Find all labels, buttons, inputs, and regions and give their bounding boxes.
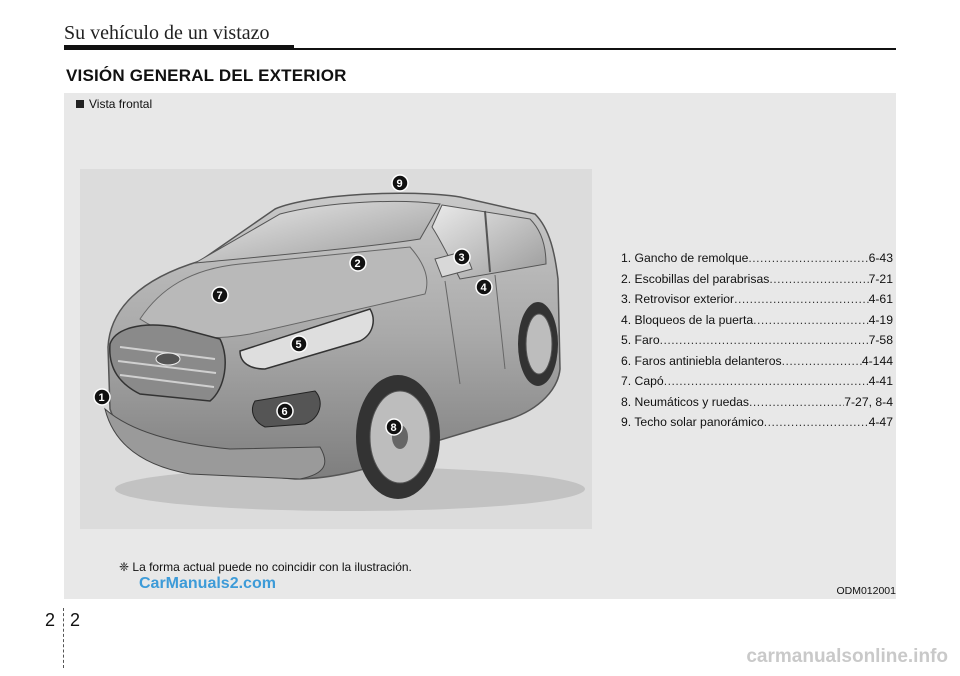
header-rule-thin	[294, 48, 896, 50]
legend-item: 9. Techo solar panorámico ..... 4-47	[621, 412, 893, 433]
svg-text:4: 4	[480, 282, 487, 294]
callout-5	[291, 336, 307, 352]
svg-text:7: 7	[216, 290, 223, 302]
panel-label	[76, 97, 152, 111]
svg-text:3: 3	[458, 252, 465, 264]
legend-item: 6. Faros antiniebla delanteros ..... 4-144	[621, 351, 893, 372]
rear-wheel	[518, 302, 558, 386]
illustration-note: ❈ La forma actual puede no coincidir con la ilustración.	[119, 560, 412, 574]
callout-8	[386, 419, 402, 435]
callout-2	[350, 255, 366, 271]
legend-item: 7. Capó ..... 4-41	[621, 371, 893, 392]
square-bullet-icon	[76, 100, 84, 108]
svg-text:2: 2	[354, 258, 361, 270]
page-divider	[63, 608, 64, 668]
site-watermark: carmanualsonline.info	[746, 646, 948, 667]
page-number: 2	[70, 610, 81, 630]
legend-item: 4. Bloqueos de la puerta ..... 4-19	[621, 310, 893, 331]
legend-item: 1. Gancho de remolque ..... 6-43	[621, 248, 893, 269]
svg-text:1: 1	[98, 392, 105, 404]
section-title: VISIÓN GENERAL DEL EXTERIOR	[66, 66, 347, 85]
callout-1	[94, 389, 110, 405]
brand-emblem	[156, 353, 180, 365]
carmanuals-watermark: CarManuals2.com	[139, 575, 276, 592]
legend-item: 3. Retrovisor exterior ..... 4-61	[621, 289, 893, 310]
legend-item: 2. Escobillas del parabrisas ..... 7-21	[621, 269, 893, 290]
callout-4	[476, 279, 492, 295]
callout-6	[277, 403, 293, 419]
panel-label-text: Vista frontal	[89, 97, 153, 111]
legend-item: 5. Faro ..... 7-58	[621, 330, 893, 351]
figure-panel	[64, 93, 896, 599]
callout-3	[454, 249, 470, 265]
legend-item: 8. Neumáticos y ruedas ..... 7-27, 8-4	[621, 392, 893, 413]
car-illustration	[80, 169, 592, 529]
callout-7	[212, 287, 228, 303]
svg-text:9: 9	[396, 178, 403, 190]
svg-text:8: 8	[390, 422, 397, 434]
car-drawing	[80, 169, 592, 529]
parts-legend	[621, 248, 893, 433]
chapter-number: 2	[45, 610, 56, 630]
callout-9	[392, 175, 408, 191]
header-title: Su vehículo de un vistazo	[64, 22, 270, 44]
header-rule-thick	[64, 45, 294, 50]
svg-text:5: 5	[295, 339, 302, 351]
figure-code: ODM012001	[836, 585, 896, 597]
front-wheel	[356, 375, 440, 499]
svg-text:6: 6	[281, 406, 288, 418]
